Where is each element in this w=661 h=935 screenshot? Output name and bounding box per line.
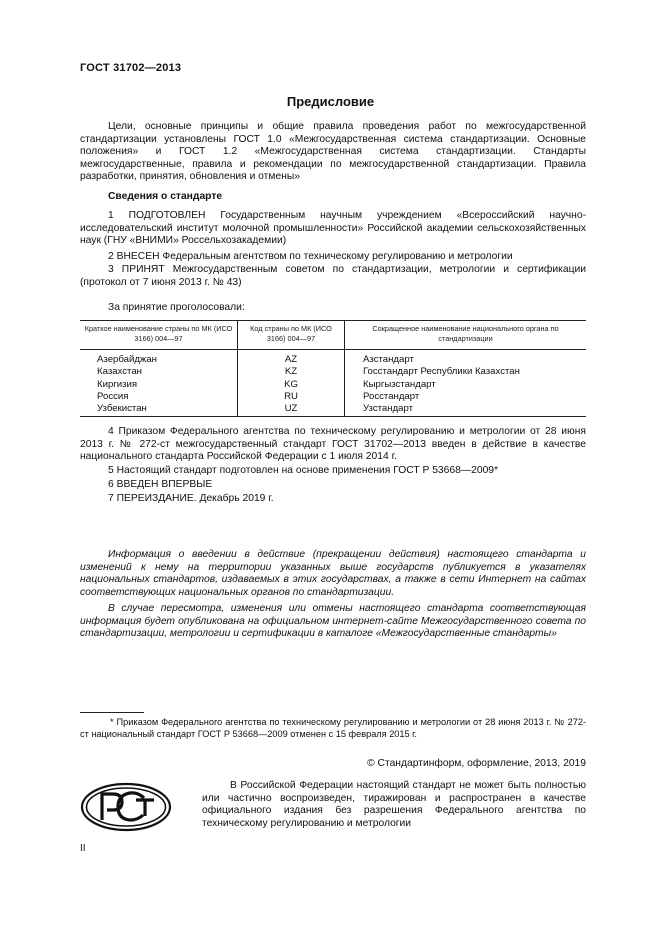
item-1: 1 ПОДГОТОВЛЕН Государственным научным учреждением «Всероссийский научно-исследовательский институт молочной промышленности» Российской академии сельскохозяйственных наук (ГНУ «ВНИМИ» Россельхозакадемии) <box>80 210 586 247</box>
member-states-table <box>80 320 586 417</box>
table-row <box>80 379 586 391</box>
item-5: 5 Настоящий стандарт подготовлен на основе применения ГОСТ Р 53668—2009* <box>108 465 499 476</box>
item-6: 6 ВВЕДЕН ВПЕРВЫЕ <box>108 479 213 490</box>
table-row <box>80 391 586 403</box>
vote-label: За принятие проголосовали: <box>108 302 245 313</box>
info-paragraph-2: В случае пересмотра, изменения или отмены настоящего стандарта соответствующая информация будет опубликована на официальном интернет-сайте Межгосударственного совета по стандартизации, метрологии и сертификации в каталоге «Межгосударственные стандарты» <box>80 603 586 640</box>
table-row <box>80 366 586 378</box>
country-cell: Узбекистан <box>80 403 238 417</box>
table-header-row <box>80 321 586 350</box>
page-number: II <box>80 843 86 854</box>
reproduction-notice: В Российской Федерации настоящий стандарт не может быть полностью или частично воспроизведен, тиражирован и распространен в качестве официального издания без разрешения Федерального агентства по техническому регулированию и метрологии <box>202 780 586 829</box>
footnote: * Приказом Федерального агентства по техническому регулированию и метрологии от 28 июня 2013 г. № 272-ст национальный стандарт ГОСТ Р 53668—2009 отменен с 15 февраля 2015 г. <box>80 717 586 739</box>
document-code: ГОСТ 31702—2013 <box>80 62 182 74</box>
footnote-divider <box>80 712 144 713</box>
item-4: 4 Приказом Федерального агентства по техническому регулированию и метрологии от 28 июня 2013 г. № 272-ст межгосударственный стандарт ГОСТ 31702—2013 введен в действие в качестве национального стандарта Российской Федерации с 1 июля 2014 г. <box>80 426 586 463</box>
header-country: Краткое наименование страны по МК (ИСО 3166) 004—97 <box>80 321 238 350</box>
code-cell: KG <box>238 379 345 391</box>
body-cell: Кыргызстандарт <box>345 379 587 391</box>
body-cell: Узстандарт <box>345 403 587 417</box>
item-3: 3 ПРИНЯТ Межгосударственным советом по стандартизации, метрологии и сертификации (протокол от 7 июня 2013 г. № 43) <box>80 264 586 288</box>
info-paragraph-1: Информация о введении в действие (прекращении действия) настоящего стандарта и изменений к нему на территории указанных выше государств публикуется в указателях национальных стандартов, издаваемых в этих государствах, а также в сети Интернет на сайтах соответствующих национальных органов по стандартизации. <box>80 549 586 598</box>
header-body: Сокращенное наименование национального органа по стандартизации <box>345 321 587 350</box>
body-cell: Госстандарт Республики Казахстан <box>345 366 587 378</box>
item-7: 7 ПЕРЕИЗДАНИЕ. Декабрь 2019 г. <box>108 493 274 504</box>
copyright: © Стандартинформ, оформление, 2013, 2019 <box>367 758 586 769</box>
rst-certification-mark-icon <box>80 782 172 832</box>
table-row <box>80 403 586 417</box>
code-cell: AZ <box>238 350 345 367</box>
country-cell: Киргизия <box>97 378 138 390</box>
page-title: Предисловие <box>286 94 375 109</box>
code-cell: KZ <box>238 366 345 378</box>
code-cell: UZ <box>238 403 345 417</box>
body-cell: Росстандарт <box>345 391 587 403</box>
intro-paragraph: Цели, основные принципы и общие правила проведения работ по межгосударственной стандартизации установлены ГОСТ 1.0 «Межгосударственная система стандартизации. Основные положения» и ГОСТ 1.2 «Межгосударственная система стандартизации. Стандарты межгосударственные, правила и рекомендации по межгосударственной стандартизации. Правила разработки, принятия, обновления и отмены» <box>80 121 586 183</box>
table-row <box>80 350 586 367</box>
about-heading: Сведения о стандарте <box>108 191 223 202</box>
item-2: 2 ВНЕСЕН Федеральным агентством по техническому регулированию и метрологии <box>108 251 513 262</box>
country-cell: Казахстан <box>97 366 142 378</box>
country-cell: Россия <box>97 390 129 402</box>
code-cell: RU <box>238 391 345 403</box>
header-code: Код страны по МК (ИСО 3166) 004—97 <box>238 321 345 350</box>
country-cell: Азербайджан <box>97 354 157 365</box>
body-cell: Азстандарт <box>345 350 587 367</box>
